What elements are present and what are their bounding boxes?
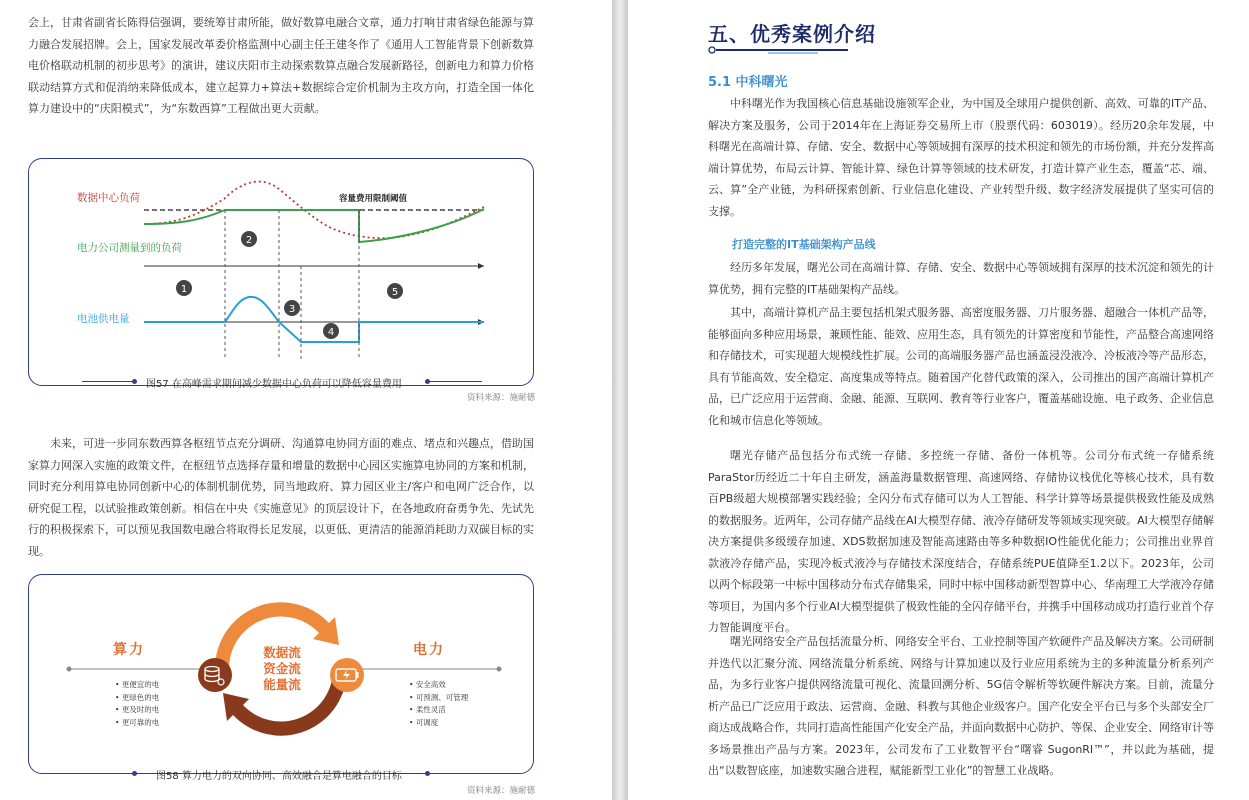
power-title: 电力 — [413, 642, 445, 658]
left-paragraph-2: 未来，可进一步同东数西算各枢纽节点充分调研、沟通算电协同方面的难点、堵点和兴趣点，借助国家算力网深入实施的政策文件，在枢纽节点选择存量和增量的数据中心园区实施算电协同的方案和机制，同时充分利用算电协同创新中心的体制机制优势，同当地政府、算力园区业主/客户和电网广泛合作，以研究促工程，以试验推政策创新。相信在中央《实施意见》的顶层设计下，在各地政府奋勇争先、先试先行的积极探索下，可以预见我国数电融合将取得长足发展，以更低、更清洁的能源消耗助力双碳目标的实现。 — [28, 437, 534, 558]
marker-3 — [284, 300, 300, 316]
paragraph-overview: 经历多年发展，曙光公司在高端计算、存储、安全、数据中心等领域拥有深厚的技术沉淀和领先的计算优势，拥有完整的IT基础架构产品线。 — [708, 261, 1214, 296]
intro-paragraph: 中科曙光作为我国核心信息基础设施领军企业，为中国及全球用户提供创新、高效、可靠的IT产品、解决方案及服务，公司于2014年在上海证券交易所上市（股票代码：603019）。经历20余年发展，中科曙光在高端计算、存储、安全、数据中心等领域拥有深厚的技术积淀和领先的市场份额，并充分发挥高端计算优势，布局云计算、智能计算、绿色计算等领域的技术研发，打造计算产业生态，覆盖“芯、端、云、算”全产业链，为科研探索创新、行业信息化建设、产业转型升级、数字经济发展提供了坚实可信的支撑。 — [708, 97, 1214, 218]
right-page — [628, 0, 1249, 800]
caption-dot-left — [132, 379, 137, 384]
label-measured-load: 电力公司测量到的负荷 — [77, 242, 182, 254]
svg-text:2: 2 — [245, 235, 253, 246]
label-datacenter-load: 数据中心负荷 — [77, 192, 140, 204]
compute-title: 算力 — [113, 642, 145, 658]
marker-5 — [387, 283, 403, 299]
marker-2 — [241, 231, 257, 247]
figure-57 — [28, 158, 534, 386]
caption58-dot-left — [132, 771, 137, 776]
flow-labels — [247, 645, 317, 693]
database-icon — [198, 658, 232, 692]
caption-line-right — [430, 381, 482, 382]
svg-text:5: 5 — [391, 287, 399, 298]
product-line-heading: 打造完整的IT基础架构产品线 — [732, 238, 876, 251]
label-threshold: 容量费用限制阈值 — [339, 194, 408, 204]
figure-58-caption: 图58 算力电力的双向协同、高效融合是算电融合的目标 — [156, 771, 402, 782]
left-paragraph-1: 会上，甘肃省副省长陈得信强调，要统筹甘肃所能，做好数算电融合文章，通力打响甘肃省绿色能源与算力融合发展招牌。会上，国家发展改革委价格监测中心副主任王建冬作了《通用人工智能背景下创新数算电价格联动机制的初步思考》的演讲，建议庆阳市主动探索数算点融合发展新路径，创新电力和算力价格联动结算方式和促消纳来降低成本，建立起算力+算法+数据综合定价机制为主攻方向，打造全国一体化算力建设中的“庆阳模式”，为“东数西算”工程做出更大贡献。 — [28, 16, 534, 115]
title-underline — [708, 45, 858, 55]
caption58-line-left — [82, 773, 134, 774]
caption58-line-right — [430, 773, 482, 774]
paragraph-storage: 曙光存储产品包括分布式统一存储、多控统一存储、备份一体机等。公司分布式统一存储系统ParaStor历经近二十年自主研发，涵盖海量数据管理、高速网络、存储协议栈优化等核心技术，具有数百PB级超大规模部署实践经验；全闪分布式存储可以为人工智能、科学计算等场景提供极致性能及成熟的数据服务。近两年，公司存储产品线在AI大模型存储、液冷存储研发等领域实现突破。AI大模型存储解决方案提供多级缓存加速、XDS数据加速及智能高速路由等多种数据IO性能优化能力；公司推出业界首款液冷存储产品，实现冷板式液冷与存储技术深度结合，存储系统PUE值降至1.2以下。2023年，公司以两个标段第一中标中国移动分布式存储集采，同时中标中国移动新型智算中心、华南理工大学液冷存储等项目，为国内多个行业AI大模型提供了极致性能的全闪存储平台，并携手中国移动成功打造行业首个存力智能调度平台。 — [708, 449, 1214, 634]
measured-load-curve — [144, 209, 484, 242]
svg-text:3: 3 — [288, 304, 296, 315]
compute-bullets: • 更便宜的电 • 更绿色的电 • 更及时的电 • 更可靠的电 — [115, 680, 160, 727]
left-page — [0, 0, 612, 800]
section-title: 五、优秀案例介绍 — [708, 22, 876, 46]
svg-text:1: 1 — [180, 284, 188, 295]
battery-curve — [144, 297, 484, 342]
figure-58 — [28, 574, 534, 774]
label-battery: 电池供电量 — [77, 313, 130, 325]
figure-58-source: 资料来源：施耐德 — [467, 786, 536, 796]
page-gutter — [612, 0, 628, 800]
figure-57-source: 资料来源：施耐德 — [467, 393, 536, 403]
flow-energy: 能量流 — [263, 677, 301, 692]
flow-data: 数据流 — [263, 645, 301, 660]
caption-line-left — [82, 381, 134, 382]
marker-4 — [323, 323, 339, 339]
svg-text:4: 4 — [327, 327, 335, 338]
flow-money: 资金流 — [263, 661, 301, 676]
paragraph-security: 曙光网络安全产品包括流量分析、网络安全平台、工业控制等国产软硬件产品及解决方案。公司研制并迭代以汇聚分流、网络流量分析系统、网络与计算加速以及行业应用系统为主的多种流量分析系列产品，为多行业客户提供网络流量可视化、流量回溯分析、5G信令解析等软硬件解决方案。目前，流量分析产品已广泛应用于政法、运营商、金融、科教与其他企业级客户。国产化安全平台已与多个头部安全厂商达成战略合作，共同打造高性能国产化安全产品，并面向数据中心防护、等保、企业安全、网络审计等多场景推出产品与方案。2023年，公司发布了工业数智平台“曙睿 SugonRI™”，并以此为基础，提出“以数智底座，加速数实融合进程，赋能新型工业化”的智慧工业战略。 — [708, 635, 1214, 777]
paragraph-computing: 其中，高端计算机产品主要包括机架式服务器、高密度服务器、刀片服务器、超融合一体机产品等，能够面向多种应用场景，兼顾性能、能效、应用生态，具有领先的计算密度和节能性，产品整合高速网络和存储技术，可实现超大规模线性扩展。公司的高端服务器产品也涵盖浸没液冷、冷板液冷等产品形态，具有节能高效、安全稳定、高度集成等特点。随着国产化替代政策的深入，公司推出的国产高端计算机产品，已广泛应用于运营商、金融、能源、互联网、教育等行业客户，覆盖基础设施、电子政务、企业信息化和城市信息化等领域。 — [708, 306, 1214, 427]
figure-57-caption: 图57 在高峰需求期间减少数据中心负荷可以降低容量费用 — [146, 379, 402, 390]
marker-1 — [176, 280, 192, 296]
power-bullets: • 安全高效 • 可预测、可管理 • 柔性灵活 • 可调度 — [409, 680, 469, 727]
subsection-title: 5.1 中科曙光 — [708, 75, 788, 90]
